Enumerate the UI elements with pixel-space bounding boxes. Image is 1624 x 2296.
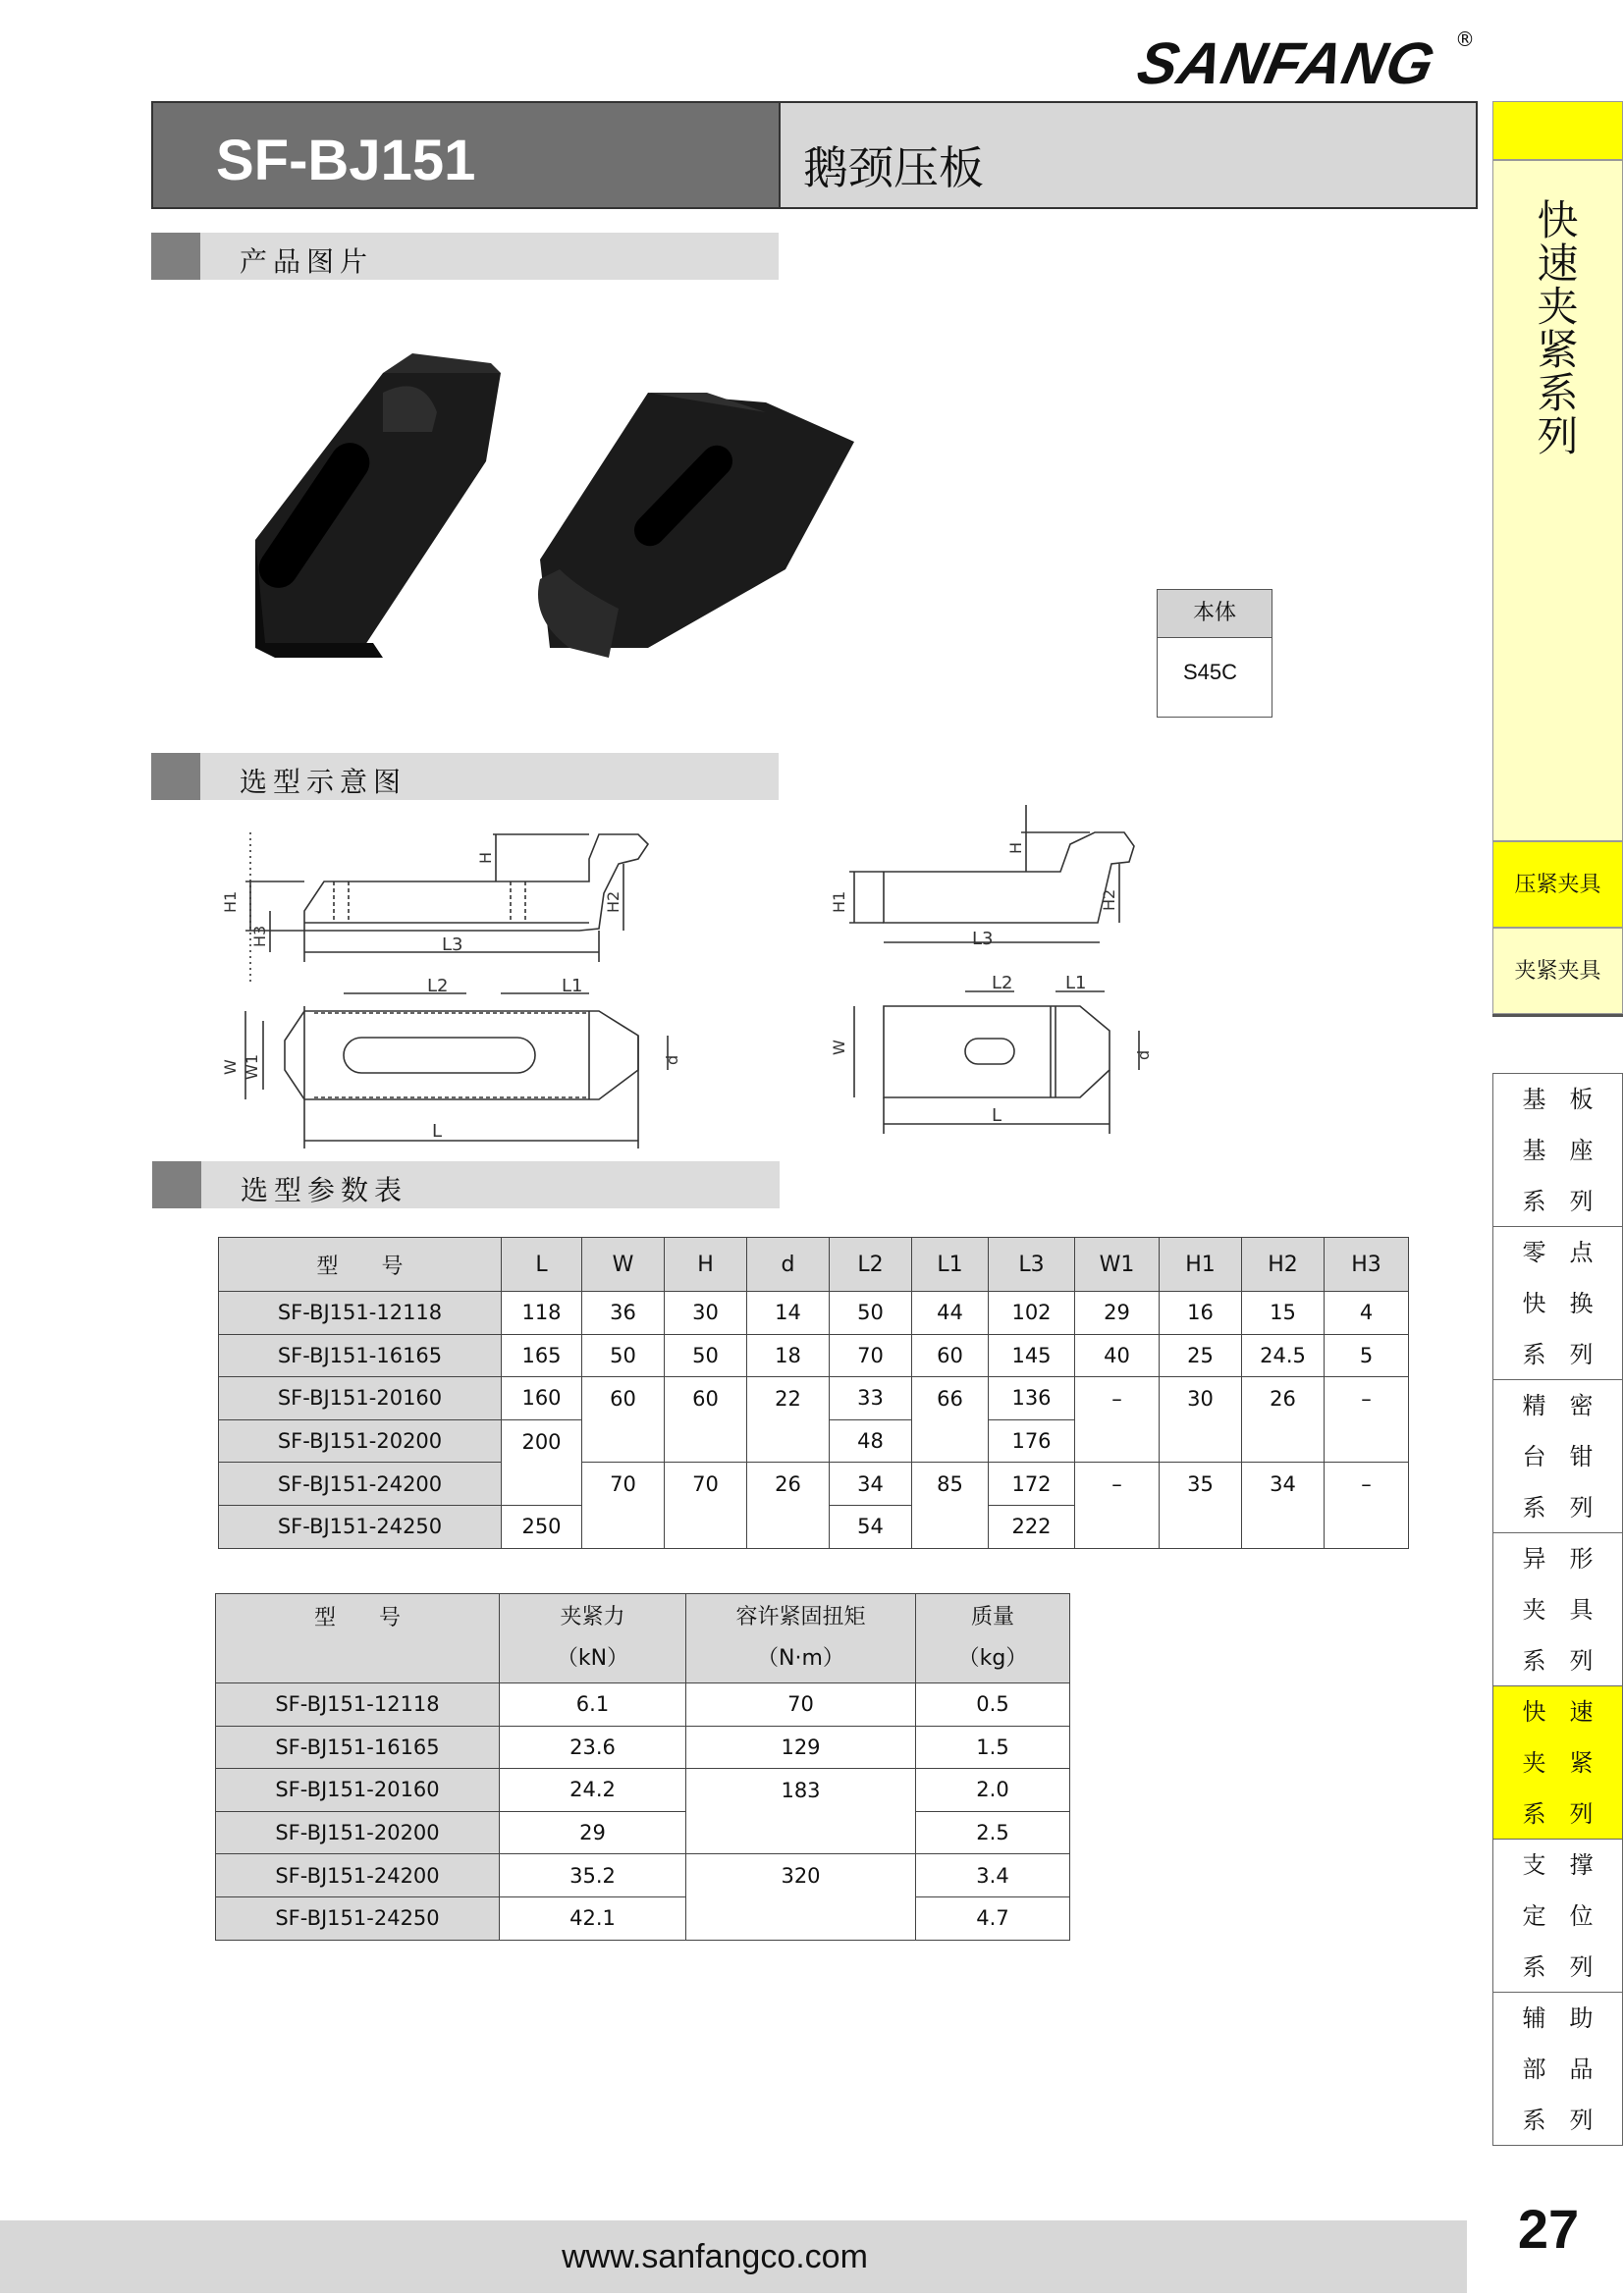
cell: –: [1075, 1377, 1160, 1463]
sidebar-title-char: 速: [1537, 240, 1579, 288]
footer-url[interactable]: www.sanfangco.com: [562, 2238, 868, 2275]
sidebar-category-label: 台钳: [1522, 1443, 1617, 1470]
sidebar-category-label: 基板: [1522, 1086, 1617, 1113]
sidebar-category[interactable]: [1492, 1379, 1623, 1533]
cell: 70: [582, 1463, 665, 1548]
col-l1: L1: [912, 1238, 989, 1292]
col-mass-label: 质量: [970, 1605, 1014, 1630]
dim-w-right: W: [830, 1040, 848, 1055]
model-cell: SF-BJ151-20200: [216, 1811, 500, 1854]
table-row: [219, 1292, 1409, 1335]
col-torque-label: 容许紧固扭矩: [735, 1605, 866, 1630]
material-header: 本体: [1158, 590, 1272, 638]
title-divider: [779, 103, 781, 207]
table-row: [216, 1896, 1070, 1940]
dim-l2: L2: [427, 976, 449, 996]
cell: 50: [665, 1334, 747, 1377]
product-photo-straight: [251, 353, 501, 658]
cell: –: [1325, 1463, 1409, 1548]
cell: 44: [912, 1292, 989, 1335]
dim-h2-right: H2: [1100, 888, 1118, 911]
material-value: S45C: [1183, 660, 1238, 684]
cell: 3.4: [916, 1854, 1070, 1897]
model-cell: SF-BJ151-16165: [219, 1334, 502, 1377]
cell: 54: [830, 1505, 912, 1548]
table-row: [216, 1854, 1070, 1897]
cell: 34: [1242, 1463, 1325, 1548]
section-params: [152, 1161, 780, 1208]
cell: 102: [989, 1292, 1075, 1335]
col-torque: [686, 1594, 916, 1683]
dim-l1-right: L1: [1065, 973, 1087, 993]
cell: 35.2: [500, 1854, 686, 1897]
col-clamp-force: [500, 1594, 686, 1683]
dim-l3-right: L3: [972, 929, 994, 949]
cell: 34: [830, 1463, 912, 1506]
cell: 14: [747, 1292, 830, 1335]
page-number: 27: [1517, 2198, 1580, 2260]
cell: –: [1325, 1377, 1409, 1463]
sidebar-title-char: 系: [1537, 369, 1579, 417]
cell: –: [1075, 1463, 1160, 1548]
cell: 18: [747, 1334, 830, 1377]
sidebar-category-label: 辅助: [1522, 2004, 1617, 2032]
table-row: [216, 1683, 1070, 1727]
product-photos: [236, 353, 864, 677]
cell: 50: [830, 1292, 912, 1335]
sidebar-category[interactable]: [1492, 1532, 1623, 1686]
model-cell: SF-BJ151-12118: [219, 1292, 502, 1335]
cell: 222: [989, 1505, 1075, 1548]
product-code: SF-BJ151: [216, 129, 476, 192]
brand-logo: SANFANG: [1131, 30, 1441, 96]
model-cell: SF-BJ151-24250: [219, 1505, 502, 1548]
table-row: [219, 1334, 1409, 1377]
cell: 118: [502, 1292, 582, 1335]
sidebar-item-press-clamp[interactable]: 压紧夹具: [1492, 841, 1623, 928]
dim-w: W: [221, 1059, 240, 1075]
dim-l2-right: L2: [992, 973, 1013, 993]
cell: 6.1: [500, 1683, 686, 1727]
sidebar-category-label: 支撑: [1522, 1851, 1617, 1879]
cell: 24.5: [1242, 1334, 1325, 1377]
cell: 200: [502, 1419, 582, 1505]
registered-mark: ®: [1455, 27, 1475, 51]
sidebar-category-label: 系列: [1522, 1494, 1617, 1522]
sidebar-category-label: 系列: [1522, 2107, 1617, 2134]
sidebar-category-label: 精密: [1522, 1392, 1617, 1419]
model-cell: SF-BJ151-24200: [219, 1463, 502, 1506]
dim-l: L: [432, 1121, 443, 1142]
sidebar-category-label: 快换: [1522, 1290, 1617, 1317]
model-cell: SF-BJ151-20160: [216, 1769, 500, 1812]
sidebar-category-label: 快速: [1522, 1698, 1617, 1726]
cell: 26: [1242, 1377, 1325, 1463]
cell: 15: [1242, 1292, 1325, 1335]
sidebar-category[interactable]: [1492, 1839, 1623, 1993]
cell: 29: [500, 1811, 686, 1854]
dim-d: d: [663, 1054, 681, 1065]
col-model: 型 号: [219, 1238, 502, 1292]
sidebar-divider: [1492, 1014, 1623, 1017]
cell: 70: [830, 1334, 912, 1377]
cell: 1.5: [916, 1726, 1070, 1769]
col-h3: H3: [1325, 1238, 1409, 1292]
material-box: [1157, 589, 1272, 718]
cell: 70: [686, 1683, 916, 1727]
dim-l3: L3: [442, 934, 463, 955]
col-clamp-force-label: 夹紧力: [560, 1605, 625, 1630]
product-name: 鹅颈压板: [803, 141, 984, 194]
col-mass-unit: （kg）: [957, 1646, 1028, 1671]
section-params-label: 选型参数表: [241, 1174, 408, 1206]
sidebar-category-label: 部品: [1522, 2056, 1617, 2083]
cell: 172: [989, 1463, 1075, 1506]
dim-l1: L1: [562, 976, 583, 996]
col-torque-unit: （N·m）: [757, 1646, 844, 1671]
cell: 35: [1160, 1463, 1242, 1548]
top-view-right: [830, 973, 1153, 1134]
col-model: [216, 1594, 500, 1683]
cell: 16: [1160, 1292, 1242, 1335]
cell: 136: [989, 1377, 1075, 1420]
col-clamp-force-unit: （kN）: [556, 1646, 629, 1671]
sidebar-category-label: 夹紧: [1522, 1749, 1617, 1777]
section-marker: [151, 233, 200, 280]
performance-table: [215, 1593, 1070, 1941]
sidebar-category-label: 系列: [1522, 1341, 1617, 1368]
col-mass: [916, 1594, 1070, 1683]
cell: 145: [989, 1334, 1075, 1377]
dimension-table: [218, 1237, 1409, 1549]
side-view-right: [830, 805, 1134, 949]
cell: 160: [502, 1377, 582, 1420]
cell: 33: [830, 1377, 912, 1420]
col-w1: W1: [1075, 1238, 1160, 1292]
cell: 60: [582, 1377, 665, 1463]
sidebar-title-char: 夹: [1537, 283, 1579, 331]
sidebar-category-label: 定位: [1522, 1902, 1617, 1930]
sidebar-category-label: 系列: [1522, 1647, 1617, 1675]
dim-h-right: H: [1006, 841, 1025, 854]
model-cell: SF-BJ151-16165: [216, 1726, 500, 1769]
section-marker: [151, 753, 200, 800]
cell: 165: [502, 1334, 582, 1377]
dim-h3: H3: [250, 925, 269, 947]
sidebar-category-label: 系列: [1522, 1188, 1617, 1215]
table-row: [219, 1377, 1409, 1420]
cell: 85: [912, 1463, 989, 1548]
schematic-drawings: [216, 785, 1198, 1158]
cell: 26: [747, 1463, 830, 1548]
cell: 2.0: [916, 1769, 1070, 1812]
sidebar-category-label: 系列: [1522, 1800, 1617, 1828]
model-cell: SF-BJ151-24200: [216, 1854, 500, 1897]
table-row: [216, 1769, 1070, 1812]
cell: 129: [686, 1726, 916, 1769]
side-view-left: [221, 832, 648, 982]
sidebar-category-label: 夹具: [1522, 1596, 1617, 1624]
cell: 60: [665, 1377, 747, 1463]
section-photo-label: 产品图片: [240, 245, 374, 278]
col-l: L: [502, 1238, 582, 1292]
cell: 60: [912, 1334, 989, 1377]
cell: 4: [1325, 1292, 1409, 1335]
cell: 22: [747, 1377, 830, 1463]
col-l3: L3: [989, 1238, 1075, 1292]
table-header-row: [219, 1238, 1409, 1292]
table-row: [216, 1726, 1070, 1769]
cell: 70: [665, 1463, 747, 1548]
sidebar-top-band: [1492, 101, 1623, 160]
cell: 24.2: [500, 1769, 686, 1812]
dim-h: H: [476, 851, 495, 864]
model-cell: SF-BJ151-20160: [219, 1377, 502, 1420]
cell: 30: [665, 1292, 747, 1335]
cell: 183: [686, 1769, 916, 1854]
dim-h1-right: H1: [830, 890, 848, 913]
col-h2: H2: [1242, 1238, 1325, 1292]
dim-w1: W1: [243, 1054, 261, 1080]
col-w: W: [582, 1238, 665, 1292]
sidebar-category[interactable]: [1492, 1073, 1623, 1227]
cell: 5: [1325, 1334, 1409, 1377]
col-h: H: [665, 1238, 747, 1292]
cell: 176: [989, 1419, 1075, 1463]
product-photo-gooseneck: [538, 393, 854, 658]
cell: 2.5: [916, 1811, 1070, 1854]
sidebar-title-char: 列: [1537, 412, 1579, 460]
sidebar-category[interactable]: [1492, 1226, 1623, 1380]
sidebar-category[interactable]: [1492, 1685, 1623, 1840]
model-cell: SF-BJ151-12118: [216, 1683, 500, 1727]
cell: 29: [1075, 1292, 1160, 1335]
cell: 30: [1160, 1377, 1242, 1463]
cell: 50: [582, 1334, 665, 1377]
section-marker: [152, 1161, 201, 1208]
table-header-row: [216, 1594, 1070, 1683]
col-h1: H1: [1160, 1238, 1242, 1292]
dim-h1: H1: [221, 890, 240, 913]
dim-d-right: d: [1134, 1049, 1153, 1060]
cell: 36: [582, 1292, 665, 1335]
col-model-label: 型 号: [313, 1606, 401, 1630]
cell: 42.1: [500, 1896, 686, 1940]
cell: 66: [912, 1377, 989, 1463]
dim-h2: H2: [604, 890, 623, 913]
cell: 4.7: [916, 1896, 1070, 1940]
cell: 25: [1160, 1334, 1242, 1377]
col-d: d: [747, 1238, 830, 1292]
sidebar-category-label: 零点: [1522, 1239, 1617, 1266]
col-l2: L2: [830, 1238, 912, 1292]
section-photo: [151, 233, 779, 280]
sidebar-title-char: 紧: [1537, 326, 1579, 374]
sidebar-category-label: 异形: [1522, 1545, 1617, 1573]
sidebar-item-clamp-fixture[interactable]: 夹紧夹具: [1492, 928, 1623, 1014]
section-schematic-label: 选型示意图: [240, 766, 407, 798]
table-row: [219, 1463, 1409, 1506]
cell: 40: [1075, 1334, 1160, 1377]
cell: 320: [686, 1854, 916, 1940]
sidebar-series-title: [1492, 196, 1623, 460]
cell: 48: [830, 1419, 912, 1463]
top-view-left: [221, 976, 681, 1148]
table-row: [216, 1811, 1070, 1854]
model-cell: SF-BJ151-24250: [216, 1896, 500, 1940]
cell: 250: [502, 1505, 582, 1548]
sidebar-title-char: 快: [1537, 196, 1579, 244]
dim-l-right: L: [992, 1105, 1002, 1126]
sidebar-category[interactable]: [1492, 1992, 1623, 2146]
sidebar-category-label: 基座: [1522, 1137, 1617, 1164]
cell: 23.6: [500, 1726, 686, 1769]
model-cell: SF-BJ151-20200: [219, 1419, 502, 1463]
cell: 0.5: [916, 1683, 1070, 1727]
sidebar-category-label: 系列: [1522, 1953, 1617, 1981]
